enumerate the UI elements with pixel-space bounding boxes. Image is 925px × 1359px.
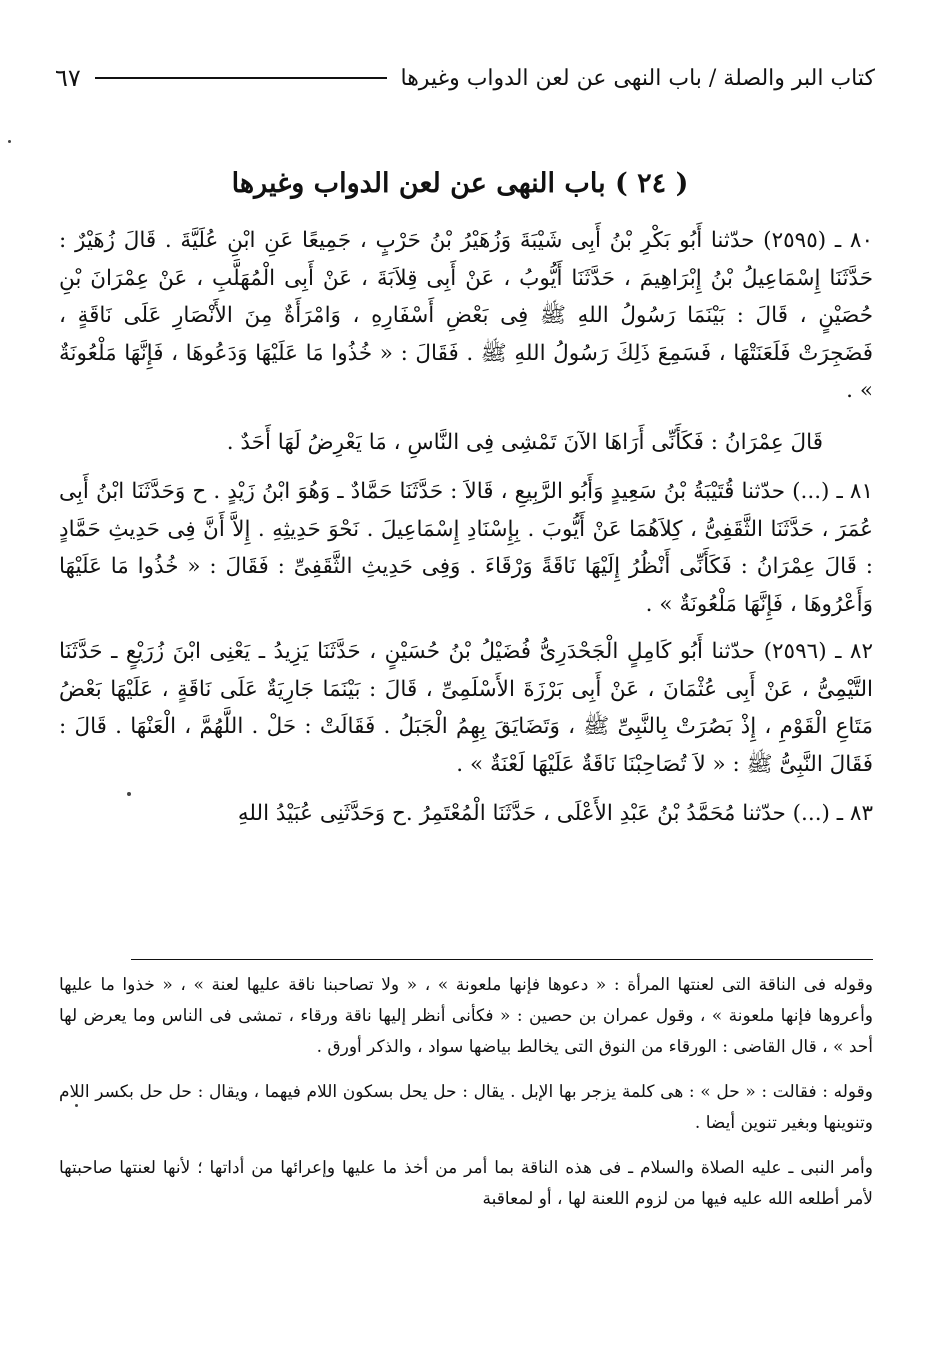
scan-speck: [75, 1104, 78, 1107]
hadith-81: ٨١ ـ (...) حدّثنا قُتَيْبَةُ بْنُ سَعِيدٍ وَأَبُو الرَّبِيعِ ، قَالاَ : حَدَّثَنَا حَمَّادٌ ـ وَهُوَ ابْنُ زَيْدٍ . ح وَحَدَّثَنَا ابْنُ أَبِى عُمَرَ ، حَدَّثَنَا الثَّقَفِىُّ ، كِلاَهُمَا عَنْ أَيُّوبَ . بِإِسْنَادِ إِسْمَاعِيلَ . نَحْوَ حَدِيثِهِ . إِلاَّ أَنَّ فِى حَدِيثِ حَمَّادٍ : قَالَ عِمْرَانُ : فَكَأَنِّى أَنْظُرُ إِلَيْهَا نَاقَةً وَرْقَاءَ . وَفِى حَدِيثِ الثَّقَفِىِّ : فَقَالَ : « خُذُوا مَا عَلَيْهَا وَأَعْرُوهَا ، فَإِنَّهَا مَلْعُونَةٌ » .: [59, 479, 873, 617]
imran-saying: قَالَ عِمْرَانُ : فَكَأَنِّى أَرَاهَا الآنَ تَمْشِى فِى النَّاسِ ، مَا يَعْرِضُ لَهَا أَحَدٌ .: [226, 429, 823, 455]
hadith-text: [59, 222, 873, 833]
commentary: [59, 970, 873, 1229]
chapter-title: ( ٢٤ ) باب النهى عن لعن الدواب وغيرها: [231, 168, 689, 199]
hadith-82: ٨٢ ـ (٢٥٩٦) حدّثنا أَبُو كَامِلٍ الْجَحْدَرِىُّ فُضَيْلُ بْنُ حُسَيْنٍ ، حَدَّثَنَا يَزِيدُ ـ يَعْنِى ابْنَ زُرَيْعٍ ـ حَدَّثَنَا التَّيْمِىُّ ، عَنْ أَبِى عُثْمَانَ ، عَنْ أَبِى بَرْزَةَ الأَسْلَمِىِّ ، قَالَ : بَيْنَمَا جَارِيَةٌ عَلَى نَاقَةٍ ، عَلَيْهَا بَعْضُ مَتَاعِ الْقَوْمِ ، إِذْ بَصُرَتْ بِالنَّبِىِّ ﷺ ، وَتَضَايَقَ بِهِمُ الْجَبَلُ . فَقَالَتْ : حَلْ . اللَّهُمَّ ، الْعَنْهَا . قَالَ : فَقَالَ النَّبِىُّ ﷺ : « لاَ تُصَاحِبْنَا نَاقَةٌ عَلَيْهَا لَعْنَةٌ » .: [59, 639, 873, 777]
page-number: ٦٧: [55, 64, 81, 92]
scan-speck: [127, 792, 131, 796]
hadith-80: ٨٠ ـ (٢٥٩٥) حدّثنا أَبُو بَكْرِ بْنُ أَبِى شَيْبَةَ وَزُهَيْرُ بْنُ حَرْبٍ ، جَمِيعًا عَنِ ابْنِ عُلَيَّةَ . قَالَ زُهَيْرٌ : حَدَّثَنَا إِسْمَاعِيلُ بْنُ إِبْرَاهِيمَ ، حَدَّثَنَا أَيُّوبُ ، عَنْ أَبِى قِلاَبَةَ ، عَنْ أَبِى الْمُهَلَّبِ ، عَنْ عِمْرَانَ بْنِ حُصَيْنٍ ، قَالَ : بَيْنَمَا رَسُولُ اللهِ ﷺ فِى بَعْضِ أَسْفَارِهِ ، وَامْرَأَةٌ مِنَ الأَنْصَارِ عَلَى نَاقَةٍ ، فَضَجِرَتْ فَلَعَنَتْهَا ، فَسَمِعَ ذَلِكَ رَسُولُ اللهِ ﷺ . فَقَالَ : « خُذُوا مَا عَلَيْهَا وَدَعُوهَا ، فَإِنَّهَا مَلْعُونَةٌ » .: [59, 228, 873, 403]
running-title: كتاب البر والصلة / باب النهى عن لعن الدواب وغيرها: [400, 65, 875, 91]
scan-speck: [8, 140, 11, 143]
commentary-note: وقوله : فقالت : « حل » : هى كلمة يزجر بها الإبل . يقال : حل يحل بسكون اللام فيهما ، ويقال : حل حل بكسر اللام وتنوينها وبغير تنوين أيضا .: [59, 1082, 873, 1133]
commentary-note: وأمر النبى ـ عليه الصلاة والسلام ـ فى هذه الناقة بما أمر من أخذ ما عليها وإعرائها من أداتها ؛ لأنها لعنتها صاحبتها لأمر أطلعه الله عليه فيها من لزوم اللعنة لها ، أو لمعاقبة: [59, 1158, 873, 1209]
footnote-rule: [131, 959, 873, 960]
hadith-83: ٨٣ ـ (...) حدّثنا مُحَمَّدُ بْنُ عَبْدِ الأَعْلَى ، حَدَّثَنَا الْمُعْتَمِرُ .ح وَحَدَّثَنِى عُبَيْدُ اللهِ: [237, 801, 873, 826]
commentary-note: وقوله فى الناقة التى لعنتها المرأة : « دعوها فإنها ملعونة » ، « ولا تصاحبنا ناقة عليها لعنة » ، « خذوا ما عليها وأعروها فإنها ملعونة » ، وقول عمران بن حصين : « فكأنى أنظر إليها ناقة ورقاء ، تمشى فى الناس وما يعرض لها أحد » ، قال القاضى : الورقاء من النوق التى يخالط بياضها سواد ، والذكر أورق .: [59, 975, 873, 1057]
running-head: [55, 60, 875, 96]
header-rule: [95, 77, 387, 79]
